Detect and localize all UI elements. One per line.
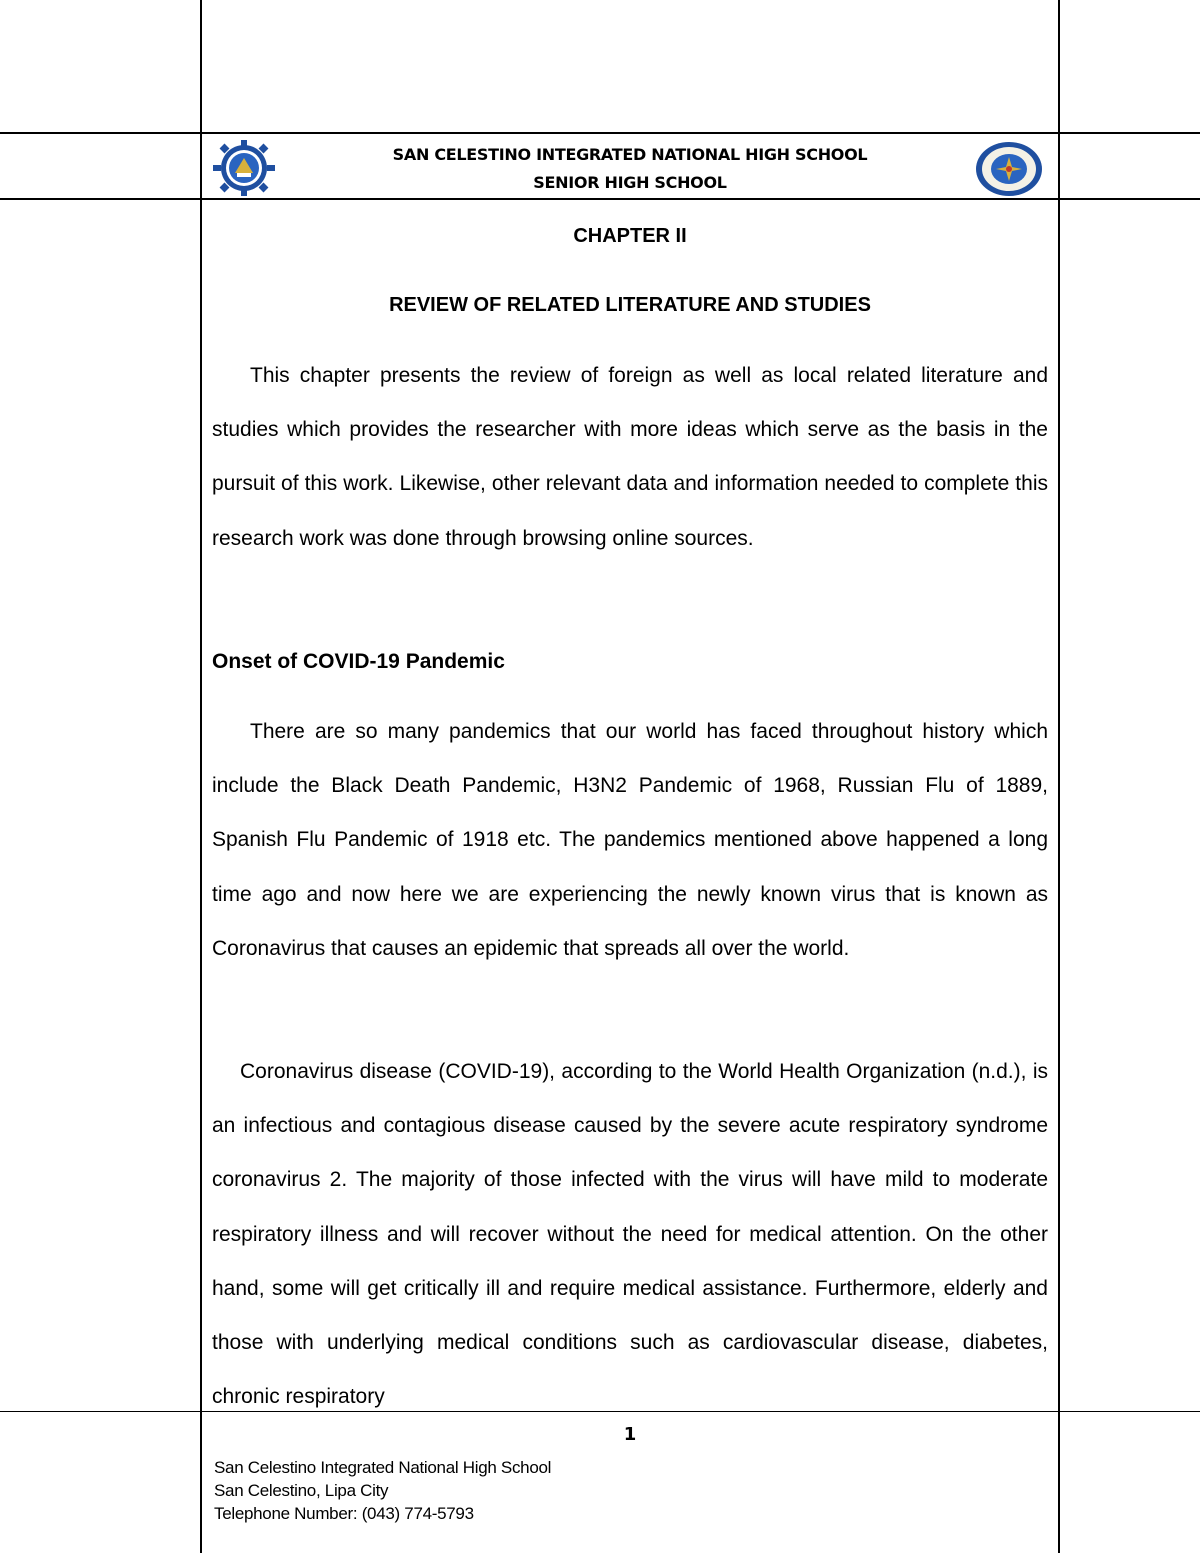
chapter-number: CHAPTER II [573, 225, 687, 247]
section-paragraph-2: Coronavirus disease (COVID-19), according to the World Health Organization (n.d.), is an infectious and contagious disease caused by the severe acute respiratory syndrome coronavirus 2. The majority of those infected with the virus will have mild to moderate respiratory illness and will recover without the need for medical attention. On the other hand, some will get critically ill and require medical assistance. Furthermore, elderly and those with underlying medical conditions such as cardiovascular disease, diabetes, chronic respiratory [212, 1060, 1048, 1409]
header-bottom-rule [0, 198, 1200, 200]
chapter-title: REVIEW OF RELATED LITERATURE AND STUDIES [389, 294, 871, 316]
school-seal-icon [213, 140, 275, 196]
section-heading: Onset of COVID-19 Pandemic [212, 650, 505, 673]
header-top-rule [0, 132, 1200, 134]
deped-seal-icon [975, 141, 1043, 197]
left-margin-rule [200, 0, 202, 1553]
school-name: SAN CELESTINO INTEGRATED NATIONAL HIGH SCHOOL [392, 145, 868, 164]
page-number: 1 [623, 1424, 637, 1445]
footer-telephone: Telephone Number: (043) 774-5793 [214, 1504, 474, 1523]
right-margin-rule [1058, 0, 1060, 1553]
section-paragraph-1: There are so many pandemics that our world has faced throughout history which include the Black Death Pandemic, H3N2 Pandemic of 1968, Russian Flu of 1889, Spanish Flu Pandemic of 1918 etc. The pandemics mentioned above happened a long time ago and now here we are experiencing the newly known virus that is known as Coronavirus that causes an epidemic that spreads all over the world. [212, 720, 1048, 960]
footer-address: San Celestino, Lipa City [214, 1481, 389, 1500]
footer-school-name: San Celestino Integrated National High School [214, 1458, 552, 1477]
department-name: SENIOR HIGH SCHOOL [533, 173, 727, 192]
intro-paragraph: This chapter presents the review of foreign as well as local related literature and studies which provides the researcher with more ideas which serve as the basis in the pursuit of this work. Likewise, other relevant data and information needed to complete this research work was done through browsing online sources. [212, 364, 1048, 550]
